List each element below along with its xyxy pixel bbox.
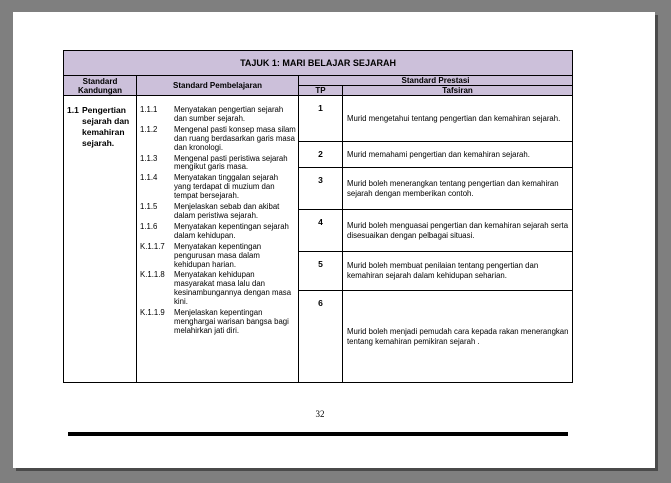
pembelajaran-item — [140, 271, 296, 307]
tp-level: 3 — [299, 168, 343, 210]
header-standard-prestasi: Standard Prestasi — [299, 76, 573, 86]
page-number: 32 — [315, 409, 325, 419]
pembelajaran-item — [140, 126, 296, 153]
pembelajaran-text: Menyatakan kehidupan masyarakat masa lalu dan kesinambungannya dengan masa kini. — [174, 270, 292, 307]
pembelajaran-text: Menyatakan pengertian sejarah dan sumber sejarah. — [174, 105, 284, 123]
pembelajaran-item — [140, 203, 296, 221]
pembelajaran-item — [140, 223, 296, 241]
tp-level: 5 — [299, 252, 343, 291]
header-tp: TP — [299, 86, 343, 96]
pembelajaran-code: 1.1.1 — [140, 105, 158, 114]
pembelajaran-item — [140, 106, 296, 124]
tafsiran-text: Murid boleh menjadi pemudah cara kepada rakan menerangkan tentang kemahiran pemikiran sejarah . — [343, 291, 573, 383]
tafsiran-text: Murid boleh menguasai pengertian dan kemahiran sejarah serta disesuaikan dengan pelbagai situasi. — [343, 210, 573, 252]
tp-level: 6 — [299, 291, 343, 383]
pembelajaran-text: Menjelaskan sebab dan akibat dalam peristiwa sejarah. — [174, 202, 280, 220]
pembelajaran-item — [140, 174, 296, 201]
kandungan-text: Pengertian sejarah dan kemahiran sejarah. — [82, 105, 130, 148]
tp-level: 1 — [299, 96, 343, 142]
tp-level: 4 — [299, 210, 343, 252]
pembelajaran-code: 1.1.2 — [140, 124, 158, 134]
tafsiran-text: Murid mengetahui tentang pengertian dan kemahiran sejarah. — [343, 96, 573, 142]
header-standard-kandungan: Standard Kandungan — [64, 76, 137, 96]
footer-rule — [68, 432, 568, 436]
pembelajaran-item — [140, 155, 296, 173]
header-standard-pembelajaran: Standard Pembelajaran — [137, 76, 299, 96]
standard-kandungan-cell — [64, 96, 137, 383]
pembelajaran-code: K.1.1.9 — [140, 308, 165, 318]
pembelajaran-code: K.1.1.8 — [140, 270, 165, 280]
tp-level: 2 — [299, 142, 343, 168]
pembelajaran-text: Menyatakan kepentingan sejarah dalam kehidupan. — [174, 221, 289, 240]
tafsiran-text: Murid boleh menerangkan tentang pengertian dan kemahiran sejarah dengan memberikan contoh. — [343, 168, 573, 210]
pembelajaran-text: Mengenal pasti peristiwa sejarah mengikut garis masa. — [174, 153, 288, 172]
pembelajaran-code: K.1.1.7 — [140, 241, 165, 251]
header-tafsiran: Tafsiran — [343, 86, 573, 96]
pembelajaran-text: Menjelaskan kepentingan menghargai warisan bangsa bagi melahirkan jati diri. — [174, 308, 289, 335]
tafsiran-text: Murid memahami pengertian dan kemahiran sejarah. — [343, 142, 573, 168]
pembelajaran-code: 1.1.3 — [140, 153, 158, 163]
tafsiran-text: Murid boleh membuat penilaian tentang pengertian dan kemahiran sejarah dalam kehidupan seharian. — [343, 252, 573, 291]
table-title: TAJUK 1: MARI BELAJAR SEJARAH — [64, 51, 573, 76]
pembelajaran-text: Menyatakan tinggalan sejarah yang terdapat di muzium dan tempat bersejarah. — [174, 173, 279, 201]
pembelajaran-text: Mengenal pasti konsep masa silam dan ruang berdasarkan garis masa dan kronologi. — [174, 124, 296, 152]
document-page — [13, 12, 655, 468]
pembelajaran-code: 1.1.6 — [140, 221, 158, 231]
pembelajaran-item — [140, 309, 296, 336]
pembelajaran-item — [140, 243, 296, 270]
kandungan-number: 1.1 — [67, 105, 79, 115]
standard-pembelajaran-cell — [137, 96, 299, 383]
pembelajaran-code: 1.1.4 — [140, 173, 158, 183]
pembelajaran-text: Menyatakan kepentingan pengurusan masa dalam kehidupan harian. — [174, 241, 262, 269]
curriculum-table — [63, 50, 573, 383]
pembelajaran-code: 1.1.5 — [140, 202, 158, 212]
